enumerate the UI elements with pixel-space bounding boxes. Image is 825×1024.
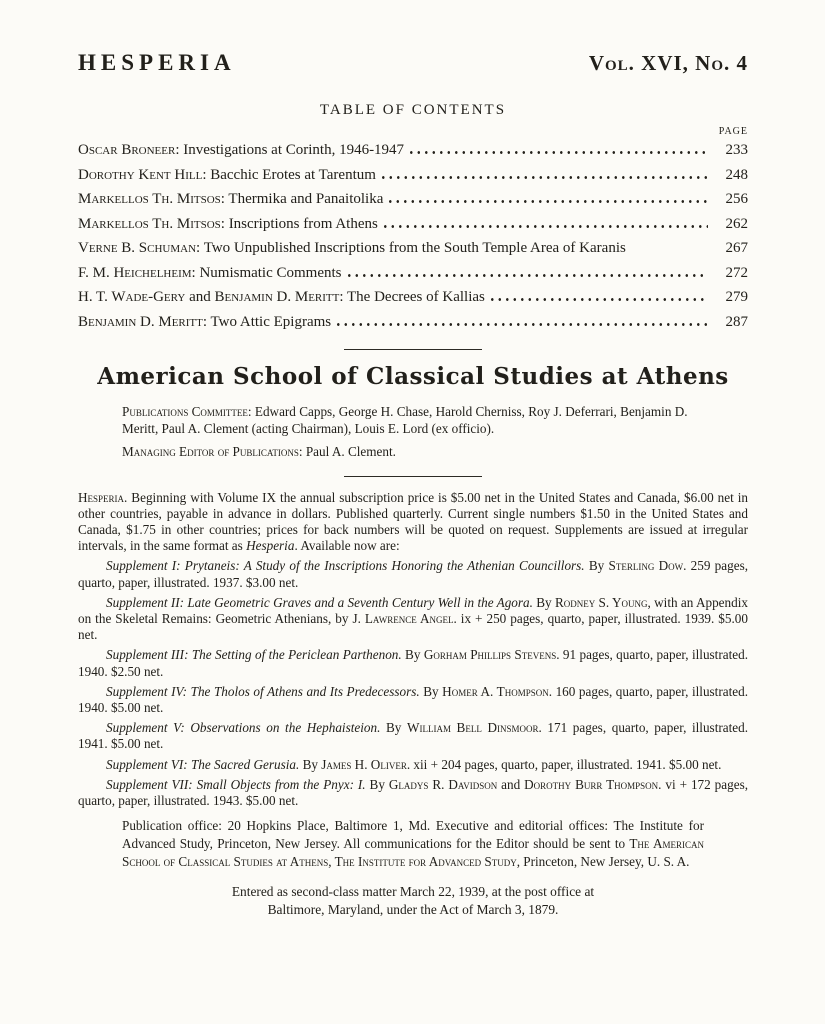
smallcaps-text: Managing Editor of Publications: [122, 444, 303, 459]
toc-entry [78, 212, 748, 237]
smallcaps-text: H. T. Wade-Gery [78, 289, 186, 305]
italic-text: Supplement V: Observations on the Hephaisteion. [106, 720, 381, 736]
dot-leaders [389, 200, 708, 203]
toc-page-number: 248 [725, 166, 748, 183]
toc-page-number: 279 [725, 289, 748, 305]
smallcaps-text: Benjamin D. Meritt: [78, 313, 208, 330]
roman-text: , with an Appendix on the Skeletal Remains: Geometric Athenians, by [78, 594, 748, 626]
committee-block [122, 404, 704, 461]
roman-text: Princeton, New Jersey, U. S. A. [520, 854, 690, 870]
roman-text: . 160 pages, quarto, paper, illustrated. 1940. $5.00 net. [78, 683, 748, 715]
toc-page-number: 287 [725, 313, 748, 330]
roman-text: By [380, 720, 408, 736]
dot-leaders [410, 151, 708, 154]
smallcaps-text: Dorothy Kent Hill: [78, 166, 207, 183]
italic-text: Supplement II: Late Geometric Graves and a Seventh Century Well in the Agora. [106, 594, 533, 610]
roman-text: . xii + 204 pages, quarto, paper, illustrated. 1941. $5.00 net. [406, 756, 722, 772]
roman-text: By [401, 647, 424, 663]
supplement-paragraph [78, 757, 748, 773]
smallcaps-text: J. Lawrence Angel [352, 610, 454, 626]
volume-number: Vol. XVI, No. 4 [588, 51, 748, 75]
smallcaps-text: Benjamin D. Meritt: [214, 289, 344, 305]
smallcaps-text: Homer A. Thompson [442, 683, 549, 699]
roman-text: By [584, 558, 609, 574]
dot-leaders [348, 274, 708, 277]
toc-entry-text [78, 212, 378, 237]
roman-text: By [299, 756, 322, 772]
roman-text: Edward Capps, George H. Chase, Harold Cherniss, Roy J. Deferrari, Benjamin D. Meritt, Paul A. Clement (acting Chairman), Louis E. Lord (ex officio). [122, 404, 688, 436]
toc-entries [78, 138, 748, 334]
dot-leaders [384, 225, 708, 228]
roman-text: Inscriptions from Athens [224, 215, 378, 232]
toc-page-column-label: PAGE [718, 126, 748, 137]
italic-text: Hesperia [246, 538, 295, 554]
toc-entry-text [78, 285, 485, 310]
roman-text: By [365, 776, 389, 792]
roman-text: . 91 pages, quarto, paper, illustrated. 1940. $2.50 net. [78, 647, 748, 679]
entry-notice [78, 883, 748, 919]
roman-text: Bacchic Erotes at Tarentum [206, 166, 376, 183]
smallcaps-text: Verne B. Schuman: [78, 240, 201, 256]
smallcaps-text: James H. Oliver [321, 756, 407, 772]
entry-notice-line-2: Baltimore, Maryland, under the Act of March 3, 1879. [267, 902, 559, 918]
toc-page-number: 272 [725, 264, 748, 281]
roman-text: The Decrees of Kallias [343, 289, 485, 305]
toc-page-number: 267 [725, 240, 748, 256]
toc-entry [78, 285, 748, 310]
smallcaps-text: Sterling Dow [608, 558, 684, 574]
dot-leaders [382, 176, 708, 179]
dot-leaders [337, 323, 708, 326]
toc-entry [78, 261, 748, 286]
masthead [78, 50, 748, 76]
toc-page-number: 262 [725, 215, 748, 232]
subscription-paragraph [78, 490, 748, 555]
supplement-paragraph [78, 684, 748, 716]
toc-entry [78, 187, 748, 212]
toc-entry [78, 138, 748, 163]
smallcaps-text: Dorothy Burr Thompson [524, 776, 659, 792]
roman-text: Two Attic Epigrams [207, 313, 332, 330]
smallcaps-text: The American School of Classical Studies at Athens, The Institute for Advanced Study, [122, 836, 704, 870]
toc-entry-text [78, 236, 626, 261]
supplement-paragraph [78, 647, 748, 679]
italic-text: Supplement III: The Setting of the Periclean Parthenon. [106, 647, 402, 663]
toc-heading: TABLE OF CONTENTS [319, 102, 507, 118]
smallcaps-text: Rodney S. Young [554, 594, 648, 610]
smallcaps-text: Gladys R. Davidson [388, 776, 498, 792]
smallcaps-text: F. M. Heichelheim: [78, 264, 196, 281]
dot-leaders [632, 249, 708, 252]
toc-entry [78, 310, 748, 335]
entry-notice-line-1: Entered as second-class matter March 22, 1939, at the post office at [231, 884, 595, 900]
toc-entry [78, 163, 748, 188]
italic-text: Supplement IV: The Tholos of Athens and Its Predecessors. [106, 683, 420, 699]
supplement-paragraph [78, 558, 748, 590]
toc-entry-text [78, 187, 383, 212]
supplement-list [78, 558, 748, 809]
toc-page-number: 233 [725, 142, 748, 158]
italic-text: Supplement VI: The Sacred Gerusia. [106, 756, 300, 772]
italic-text: Supplement VII: Small Objects from the Pnyx: I. [106, 776, 366, 792]
publications-committee [122, 404, 704, 437]
toc-entry [78, 236, 748, 261]
supplement-paragraph [78, 777, 748, 809]
roman-text: . ix + 250 pages, quarto, paper, illustrated. 1939. $5.00 net. [78, 610, 748, 643]
roman-text: Investigations at Corinth, 1946-1947 [179, 142, 405, 158]
smallcaps-text: Markellos Th. Mitsos: [78, 215, 225, 232]
smallcaps-text: William Bell Dinsmoor [407, 720, 539, 736]
roman-text: . Available now are: [294, 538, 400, 554]
toc-entry-text [78, 138, 404, 163]
offices-paragraph [122, 817, 704, 871]
roman-text: Paul A. Clement. [302, 444, 396, 459]
smallcaps-text: Hesperia. [78, 489, 128, 505]
roman-text: Publication office: 20 Hopkins Place, Baltimore 1, Md. Executive and editorial offices: The Institute for Advanced Study, Princeton, New Jersey. All communications for the Editor should be sent to [122, 818, 704, 852]
roman-text: . vi + 172 pages, quarto, paper, illustrated. 1943. $5.00 net. [78, 776, 749, 808]
divider-rule [344, 476, 482, 477]
divider-rule [344, 349, 482, 350]
roman-text: Two Unpublished Inscriptions from the South Temple Area of Karanis [200, 240, 626, 256]
smallcaps-text: Markellos Th. Mitsos: [78, 191, 225, 207]
smallcaps-text: Gorham Phillips Stevens [423, 647, 557, 663]
roman-text: By [532, 594, 555, 610]
roman-text: Beginning with Volume IX the annual subscription price is $5.00 net in the United States and Canada, $6.00 net in other countries, payable in advance in dollars. Published quarterly. Current single numbers $1.50 in the United States and Canada, $1.75 in other countries; prices for back numbers will be quoted on request. Supplements are issued at irregular intervals, in the same format as [78, 489, 748, 554]
managing-editor [122, 444, 704, 461]
toc-entry-text [78, 163, 376, 188]
smallcaps-text: Oscar Broneer: [78, 142, 180, 158]
roman-text: By [419, 683, 443, 699]
school-heading: American School of Classical Studies at Athens [97, 363, 729, 390]
smallcaps-text: Publications Committee: [122, 404, 252, 419]
toc-page-number: 256 [725, 191, 748, 207]
roman-text: Thermika and Panaitolika [224, 191, 384, 207]
roman-text: . 259 pages, quarto, paper, illustrated. 1937. $3.00 net. [78, 558, 748, 590]
roman-text: . 171 pages, quarto, paper, illustrated. 1941. $5.00 net. [78, 720, 749, 752]
roman-text: Numismatic Comments [195, 264, 342, 281]
supplement-paragraph [78, 720, 748, 752]
toc-entry-text [78, 310, 331, 335]
roman-text: and [497, 776, 525, 792]
dot-leaders [491, 298, 708, 301]
toc-entry-text [78, 261, 342, 286]
supplement-paragraph [78, 595, 748, 644]
roman-text: and [185, 289, 215, 305]
journal-title: HESPERIA [78, 50, 236, 75]
italic-text: Supplement I: Prytaneis: A Study of the Inscriptions Honoring the Athenian Councillors. [106, 558, 585, 574]
